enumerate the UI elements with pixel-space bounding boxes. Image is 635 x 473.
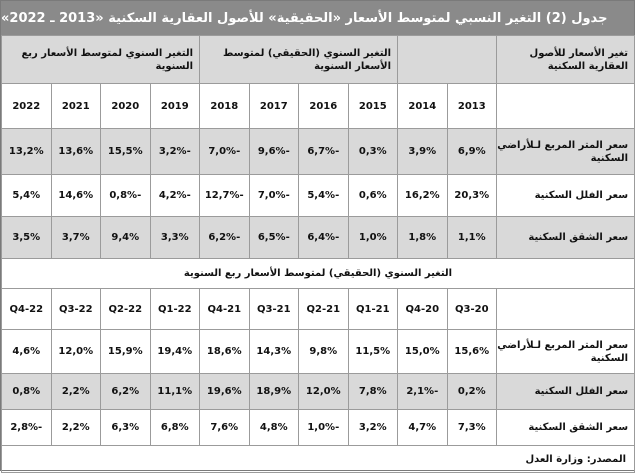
value-cell: 4,8%	[249, 410, 299, 446]
quarter-cell: 22-Q4	[2, 289, 52, 330]
value-cell: 11,5%	[348, 330, 398, 374]
quarter-cell: 21-Q1	[348, 289, 398, 330]
value-cell: 7,8%	[348, 374, 398, 410]
value-cell: 7,6%	[200, 410, 250, 446]
value-cell: 12,0%	[299, 374, 349, 410]
value-cell: 0,3%	[348, 129, 398, 175]
value-cell: 6,2%	[101, 374, 151, 410]
value-cell: -9,6%	[249, 129, 299, 175]
row-label: سعر الفلل السكنية	[497, 175, 635, 217]
year-cell: 2014	[398, 84, 448, 129]
value-cell: 3,7%	[51, 217, 101, 259]
value-cell: 6,9%	[447, 129, 497, 175]
column-label-header: تغير الأسعار للأصول العقارية السكنية	[497, 36, 635, 84]
price-change-table	[1, 35, 635, 473]
value-cell: 1,8%	[398, 217, 448, 259]
value-cell: 6,3%	[101, 410, 151, 446]
value-cell: 5,4%	[2, 175, 52, 217]
section-heading-row	[2, 259, 635, 289]
row-label: سعر المتر المربع لـلأراضي السكنية	[497, 330, 635, 374]
quarter-cell: 20-Q3	[447, 289, 497, 330]
year-cell: 2016	[299, 84, 349, 129]
value-cell: -6,2%	[200, 217, 250, 259]
value-cell: -0,8%	[101, 175, 151, 217]
quarter-header-row	[2, 289, 635, 330]
value-cell: 12,0%	[51, 330, 101, 374]
value-cell: -2,1%	[398, 374, 448, 410]
quarter-cell: 22-Q2	[101, 289, 151, 330]
value-cell: -2,8%	[2, 410, 52, 446]
table-row	[2, 410, 635, 446]
value-cell: -5,4%	[299, 175, 349, 217]
value-cell: 0,2%	[447, 374, 497, 410]
value-cell: 2,2%	[51, 374, 101, 410]
value-cell: 7,3%	[447, 410, 497, 446]
value-cell: 19,6%	[200, 374, 250, 410]
row-label: سعر الشقق السكنية	[497, 217, 635, 259]
quarter-cell: 21-Q4	[200, 289, 250, 330]
year-cell: 2017	[249, 84, 299, 129]
value-cell: 3,3%	[150, 217, 200, 259]
year-cell: 2013	[447, 84, 497, 129]
value-cell: 4,7%	[398, 410, 448, 446]
value-cell: 16,2%	[398, 175, 448, 217]
value-cell: 14,3%	[249, 330, 299, 374]
table-title: جدول (2) التغير النسبي لمتوسط الأسعار «الحقيقية» للأصول العقارية السكنية «2013 ـ 2022»	[1, 1, 634, 35]
value-cell: -4,2%	[150, 175, 200, 217]
year-cell: 2019	[150, 84, 200, 129]
table-row	[2, 129, 635, 175]
value-cell: 15,0%	[398, 330, 448, 374]
value-cell: 3,5%	[2, 217, 52, 259]
source-row	[2, 446, 635, 473]
year-cell: 2022	[2, 84, 52, 129]
value-cell: -7,0%	[200, 129, 250, 175]
value-cell: 19,4%	[150, 330, 200, 374]
value-cell: 3,9%	[398, 129, 448, 175]
quarterly-section-heading: التغير السنوي (الحقيقي) لمتوسط الأسعار ربع السنوية	[2, 259, 635, 289]
value-cell: 1,1%	[447, 217, 497, 259]
value-cell: 20,3%	[447, 175, 497, 217]
row-label: سعر الفلل السكنية	[497, 374, 635, 410]
quarter-cell: 21-Q3	[249, 289, 299, 330]
value-cell: -6,5%	[249, 217, 299, 259]
quarter-cell: 22-Q3	[51, 289, 101, 330]
value-cell: -12,7%	[200, 175, 250, 217]
quarter-cell: 20-Q4	[398, 289, 448, 330]
table-row	[2, 175, 635, 217]
value-cell: 6,8%	[150, 410, 200, 446]
value-cell: -6,4%	[299, 217, 349, 259]
value-cell: 14,6%	[51, 175, 101, 217]
value-cell: 0,6%	[348, 175, 398, 217]
quarter-cell: 22-Q1	[150, 289, 200, 330]
year-header-row	[2, 84, 635, 129]
group-header-quarterly: التغير السنوي لمتوسط الأسعار ربع السنوية	[2, 36, 200, 84]
value-cell: 0,8%	[2, 374, 52, 410]
value-cell: 18,6%	[200, 330, 250, 374]
value-cell: -1,0%	[299, 410, 349, 446]
value-cell: 15,5%	[101, 129, 151, 175]
value-cell: -7,0%	[249, 175, 299, 217]
table-row	[2, 330, 635, 374]
source-note: المصدر: وزارة العدل	[2, 446, 635, 473]
value-cell: 9,8%	[299, 330, 349, 374]
value-cell: 15,6%	[447, 330, 497, 374]
year-cell: 2020	[101, 84, 151, 129]
value-cell: 3,2%	[348, 410, 398, 446]
value-cell: 1,0%	[348, 217, 398, 259]
value-cell: 11,1%	[150, 374, 200, 410]
value-cell: 13,2%	[2, 129, 52, 175]
value-cell: 13,6%	[51, 129, 101, 175]
value-cell: 2,2%	[51, 410, 101, 446]
value-cell: 4,6%	[2, 330, 52, 374]
table-row	[2, 217, 635, 259]
row-label: سعر الشقق السكنية	[497, 410, 635, 446]
year-cell: 2018	[200, 84, 250, 129]
value-cell: 18,9%	[249, 374, 299, 410]
table-row	[2, 374, 635, 410]
row-label: سعر المتر المربع لـلأراضي السكنية	[497, 129, 635, 175]
header-row	[2, 36, 635, 84]
value-cell: -3,2%	[150, 129, 200, 175]
quarter-cell: 21-Q2	[299, 289, 349, 330]
group-header-annual: التغير السنوي (الحقيقي) لمتوسط الأسعار السنوية	[200, 36, 398, 84]
value-cell: 15,9%	[101, 330, 151, 374]
year-cell: 2015	[348, 84, 398, 129]
value-cell: -6,7%	[299, 129, 349, 175]
value-cell: 9,4%	[101, 217, 151, 259]
year-cell: 2021	[51, 84, 101, 129]
